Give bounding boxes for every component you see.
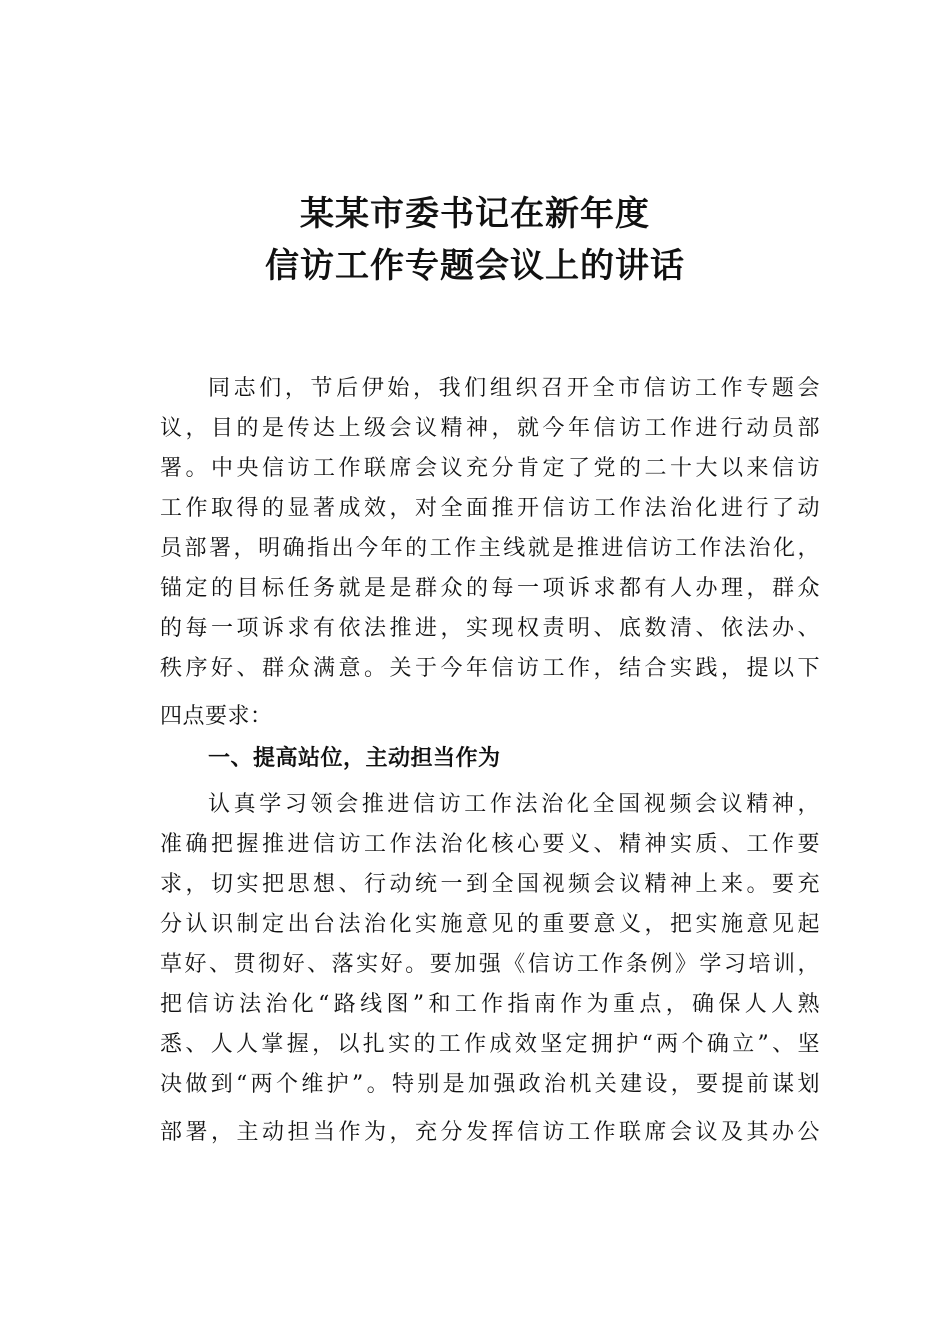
paragraph-line: 认真学习领会推进信访工作法治化全国视频会议精神， [208, 792, 820, 817]
paragraph-line: 署。中央信访工作联席会议充分肯定了党的二十大以来信访 [160, 456, 820, 481]
section-heading: 一、提高站位，主动担当作为 [208, 746, 501, 771]
paragraph-line: 准确把握推进信访工作法治化核心要义、精神实质、工作要 [160, 832, 820, 857]
document-title-line-2: 信访工作专题会议上的讲话 [265, 246, 685, 286]
paragraph-line: 秩序好、群众满意。关于今年信访工作，结合实践，提以下 [160, 656, 820, 681]
paragraph-line: 草好、贯彻好、落实好。要加强《信访工作条例》学习培训， [160, 952, 820, 977]
paragraph-line: 分认识制定出台法治化实施意见的重要意义，把实施意见起 [160, 912, 820, 937]
paragraph-line: 工作取得的显著成效，对全面推开信访工作法治化进行了动 [160, 496, 820, 521]
paragraph-line: 员部署，明确指出今年的工作主线就是推进信访工作法治化， [160, 536, 820, 561]
paragraph-line: 悉、人人掌握，以扎实的工作成效坚定拥护“两个确立”、坚 [160, 1032, 820, 1057]
paragraph-line: 四点要求： [160, 704, 273, 729]
paragraph-line: 的每一项诉求有依法推进，实现权责明、底数清、依法办、 [160, 616, 820, 641]
paragraph-line: 把信访法治化“路线图”和工作指南作为重点，确保人人熟 [160, 992, 820, 1017]
paragraph-line: 同志们，节后伊始，我们组织召开全市信访工作专题会 [208, 376, 820, 401]
paragraph-line: 求，切实把思想、行动统一到全国视频会议精神上来。要充 [160, 872, 820, 897]
paragraph-line: 议，目的是传达上级会议精神，就今年信访工作进行动员部 [160, 416, 820, 441]
paragraph-line: 锚定的目标任务就是是群众的每一项诉求都有人办理，群众 [160, 576, 820, 601]
paragraph-line: 部署，主动担当作为，充分发挥信访工作联席会议及其办公 [160, 1120, 820, 1145]
document-title-line-1: 某某市委书记在新年度 [300, 194, 650, 234]
paragraph-line: 决做到“两个维护”。特别是加强政治机关建设，要提前谋划 [160, 1072, 820, 1097]
